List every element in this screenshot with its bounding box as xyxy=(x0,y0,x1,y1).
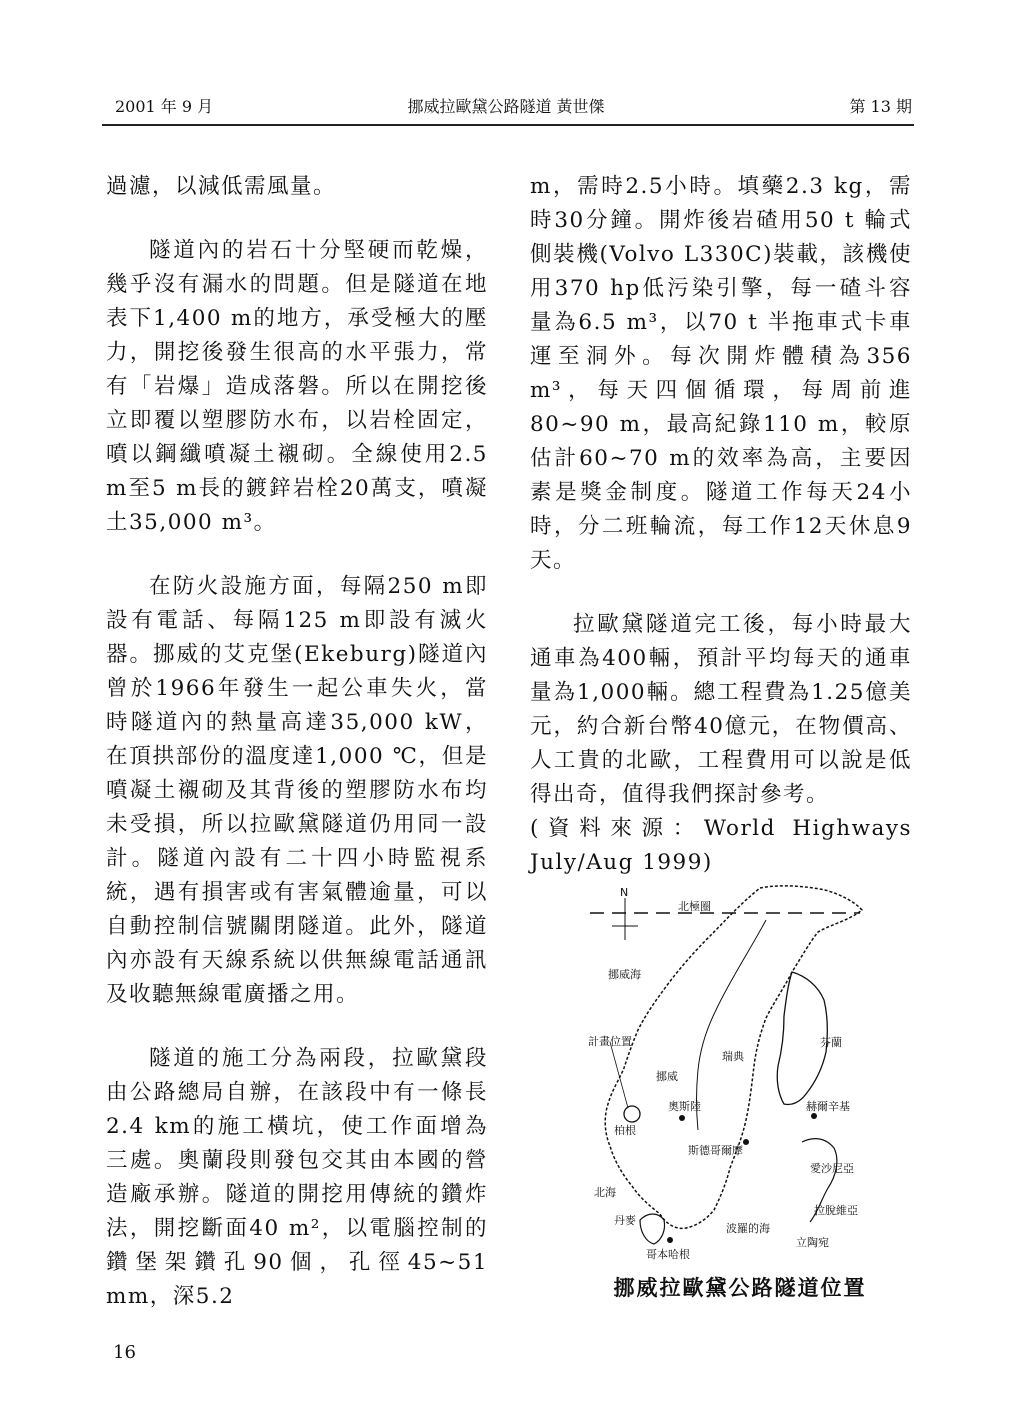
paragraph: 拉歐黛隧道完工後，每小時最大通車為400輛，預計平均每天的通車量為1,000輛。總工程費為1.25億美元，約合新台幣40億元，在物價高、人工貴的北歐，工程費用可以說是低得出奇，值得我們探討參考。 xyxy=(530,612,912,807)
label-finland: 芬蘭 xyxy=(820,1036,842,1049)
location-map xyxy=(570,880,870,1270)
paragraph: 在防火設施方面，每隔250 m即設有電話、每隔125 m即設有滅火器。挪威的艾克堡(Ekeburg)隧道內曾於1966年發生一起公車失火，當時隧道內的熱量高達35,000 kW，在頂拱部份的溫度達1,000 ℃，但是噴凝土襯砌及其背後的塑膠防水布均未受損，所以拉歐黛隧道仍用同一設計。隧道內設有二十四小時監視系統，遇有損害或有害氣體逾量，可以自動控制信號關閉隧道。此外，隧道內亦設有天線系統以供無線電話通訊及收聽無線電廣播之用。 xyxy=(106,574,488,1007)
label-lithuania: 立陶宛 xyxy=(796,1236,829,1249)
label-stockholm: 斯德哥爾摩 xyxy=(688,1144,743,1157)
figure-caption: 挪威拉歐黛公路隧道位置 xyxy=(613,1275,867,1300)
page-number: 16 xyxy=(113,1342,136,1363)
label-north-sea: 北海 xyxy=(594,1186,616,1199)
label-project-site: 計畫位置 xyxy=(588,1035,632,1048)
label-norwegian-sea: 挪威海 xyxy=(608,968,641,981)
copenhagen-dot xyxy=(667,1237,673,1243)
project-site-pointer xyxy=(610,1042,628,1108)
source-citation: (資料來源：World Highways July/Aug 1999) xyxy=(530,816,912,875)
label-baltic-sea: 波羅的海 xyxy=(726,1222,770,1235)
label-copenhagen: 哥本哈根 xyxy=(646,1248,690,1261)
paragraph: 過濾，以減低需風量。 xyxy=(106,174,337,199)
project-site-marker xyxy=(624,1106,640,1122)
label-norway: 挪威 xyxy=(656,1070,678,1083)
right-column xyxy=(530,170,912,880)
helsinki-dot xyxy=(811,1113,817,1119)
header-date: 2001 年 9 月 xyxy=(115,97,214,116)
denmark-outline xyxy=(640,1214,665,1244)
paragraph: 隧道內的岩石十分堅硬而乾燥，幾乎沒有漏水的問題。但是隧道在地表下1,400 m的地方，承受極大的壓力，開挖後發生很高的水平張力，常有「岩爆」造成落磐。所以在開挖後立即覆以塑膠防水布，以岩栓固定，噴以鋼纖噴凝土襯砌。全線使用2.5 m至5 m長的鍍鋅岩栓20萬支，噴凝土35,000 m³。 xyxy=(106,238,488,535)
label-oslo: 奧斯陸 xyxy=(668,1100,701,1113)
stockholm-dot xyxy=(743,1139,749,1145)
label-latvia: 拉脫維亞 xyxy=(814,1204,858,1217)
border-line xyxy=(697,920,767,1130)
label-estonia: 愛沙尼亞 xyxy=(810,1162,854,1175)
paragraph: 隧道的施工分為兩段，拉歐黛段由公路總局自辦，在該段中有一條長2.4 km的施工橫坑，使工作面增為三處。奧蘭段則發包交其由本國的營造廠承辦。隧道的開挖用傳統的鑽炸法，開挖斷面40 m²，以電腦控制的鑽堡架鑽孔90個，孔徑45~51 mm，深5.2 xyxy=(106,1046,488,1309)
north-label: N xyxy=(620,886,629,899)
label-denmark: 丹麥 xyxy=(614,1214,636,1227)
label-helsinki: 赫爾辛基 xyxy=(806,1100,850,1113)
left-column xyxy=(106,170,488,1314)
page-header xyxy=(100,94,912,124)
header-title: 挪威拉歐黛公路隧道 黃世傑 xyxy=(407,97,605,116)
arctic-circle-label: 北極圈 xyxy=(678,900,711,913)
oslo-dot xyxy=(679,1115,685,1121)
paragraph: m，需時2.5小時。填藥2.3 kg，需時30分鐘。開炸後岩碴用50 t 輪式側裝機(Volvo L330C)裝載，該機使用370 hp低污染引擎，每一碴斗容量為6.5 m³，以70 t 半拖車式卡車運至洞外。每次開炸體積為356 m³，每天四個循環，每周前進80~90 m，最高紀錄110 m，較原估計60~70 m的效率為高，主要因素是獎金制度。隧道工作每天24小時，分二班輪流，每工作12天休息9天。 xyxy=(530,174,912,573)
label-sweden: 瑞典 xyxy=(722,1050,744,1063)
header-rule xyxy=(102,124,914,126)
header-issue: 第 13 期 xyxy=(849,97,912,116)
map-drawing xyxy=(570,880,870,1270)
label-bergen: 柏根 xyxy=(614,1124,636,1137)
